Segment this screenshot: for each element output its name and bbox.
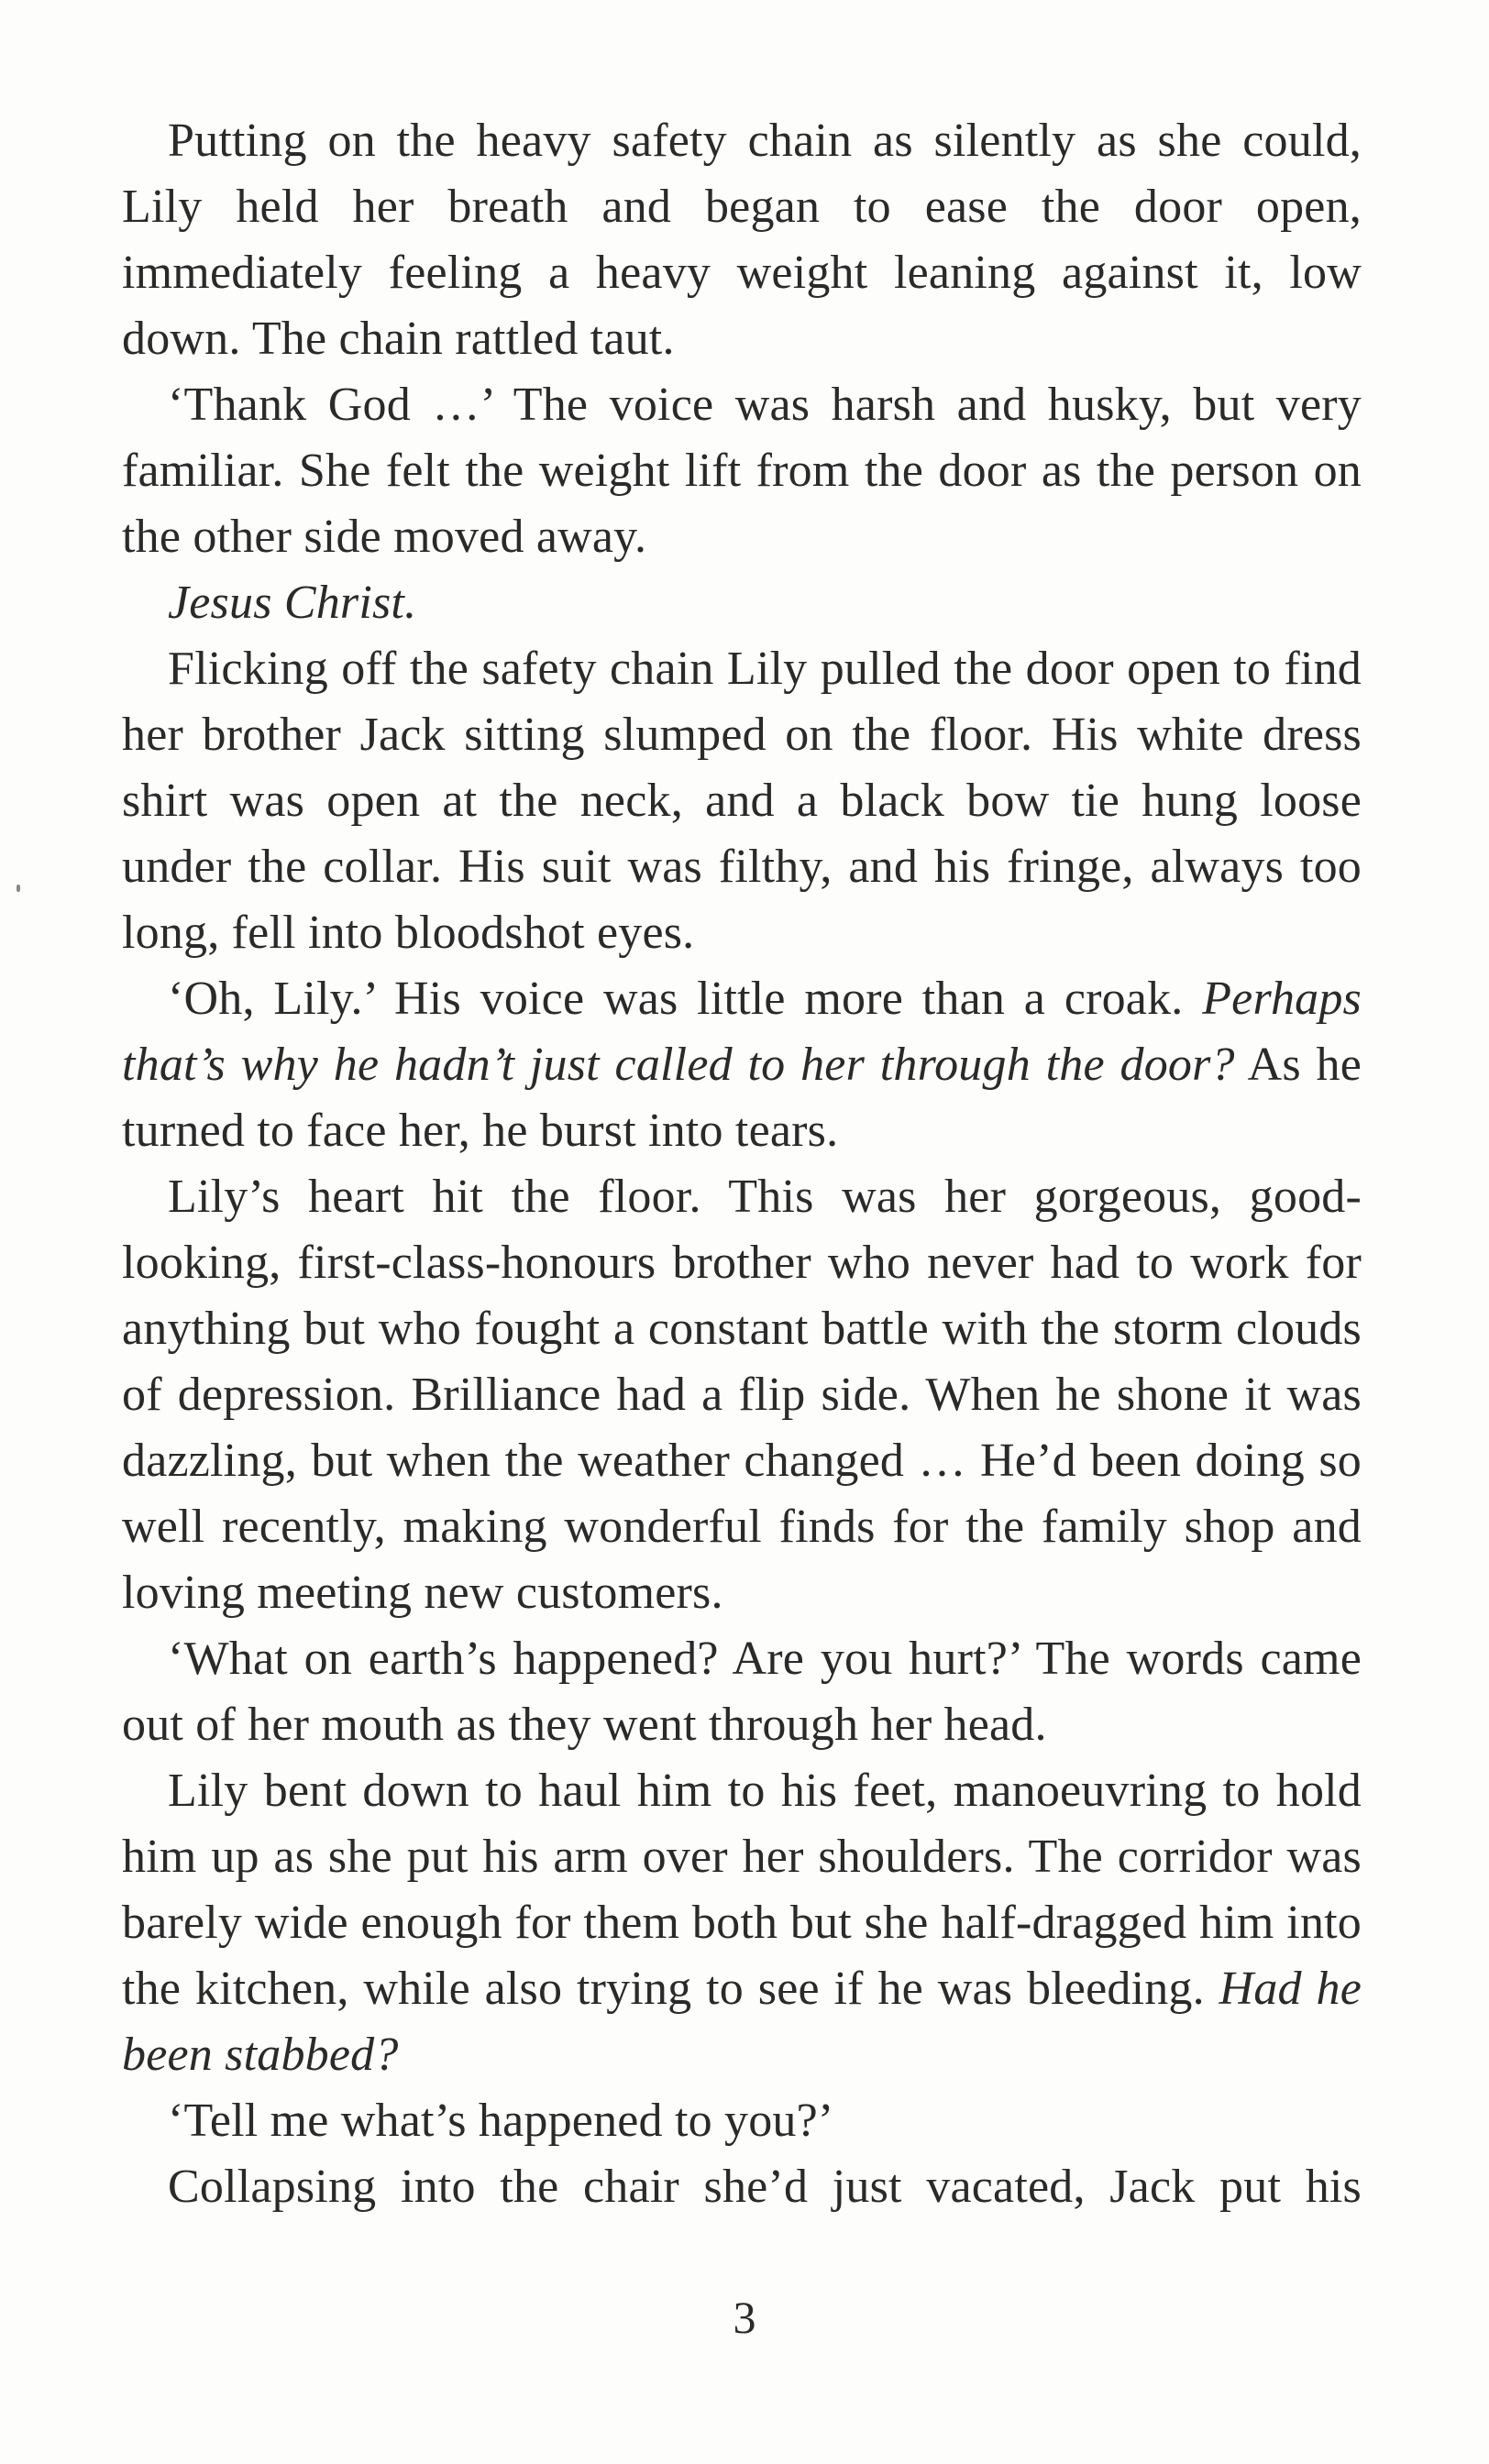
- italic-text: Perhaps that’s why he hadn’t just called to her through the door?: [122, 973, 1362, 1091]
- paragraph: [122, 108, 1362, 372]
- text-segment: As he turned to face her, he burst into tears.: [122, 1039, 1362, 1157]
- text-segment: Putting on the heavy safety chain as silently as she could, Lily held her breath and began to ease the door open, immediately feeling a heavy weight leaning against it, low down. The chain rattled taut.: [122, 115, 1362, 365]
- italic-text: Had he been stabbed?: [122, 1963, 1362, 2081]
- text-segment: Lily bent down to haul him to his feet, manoeuvring to hold him up as she put his arm over her shoulders. The corridor was barely wide enough for them both but she half-dragged him into the kitchen, while also trying to see if he was bleeding.: [122, 1765, 1362, 2015]
- paragraph: [122, 1758, 1362, 2088]
- text-segment: ‘Tell me what’s happened to you?’: [168, 2095, 834, 2147]
- margin-speck: [17, 885, 20, 892]
- text-segment: Lily’s heart hit the floor. This was her gorgeous, good-looking, first-class-honours brother who never had to work for anything but who fought a constant battle with the storm clouds of depression. Brilliance had a flip side. When he shone it was dazzling, but when the weather changed … He’d been doing so well recently, making wonderful finds for the family shop and loving meeting new customers.: [122, 1171, 1362, 1619]
- paragraph: [122, 1164, 1362, 1626]
- paragraph: [122, 636, 1362, 966]
- text-segment: ‘Thank God …’ The voice was harsh and husky, but very familiar. She felt the weight lift from the door as the person on the other side moved away.: [122, 379, 1362, 563]
- paragraph: [122, 2088, 1362, 2154]
- paragraph: [122, 372, 1362, 570]
- text-segment: ‘What on earth’s happened? Are you hurt?’ The words came out of her mouth as they went through her head.: [122, 1633, 1362, 1751]
- text-segment: Flicking off the safety chain Lily pulled the door open to find her brother Jack sitting slumped on the floor. His white dress shirt was open at the neck, and a black bow tie hung loose under the collar. His suit was filthy, and his fringe, always too long, fell into bloodshot eyes.: [122, 643, 1362, 959]
- paragraph: [122, 570, 1362, 636]
- page-number: 3: [733, 2292, 756, 2343]
- paragraph: [122, 2154, 1362, 2220]
- paragraph: [122, 1626, 1362, 1758]
- italic-text: Jesus Christ.: [168, 577, 417, 629]
- paragraph: [122, 966, 1362, 1164]
- body-text: [122, 108, 1362, 2220]
- text-segment: Collapsing into the chair she’d just vacated, Jack put his: [168, 2161, 1362, 2213]
- text-segment: ‘Oh, Lily.’ His voice was little more than a croak.: [168, 973, 1203, 1025]
